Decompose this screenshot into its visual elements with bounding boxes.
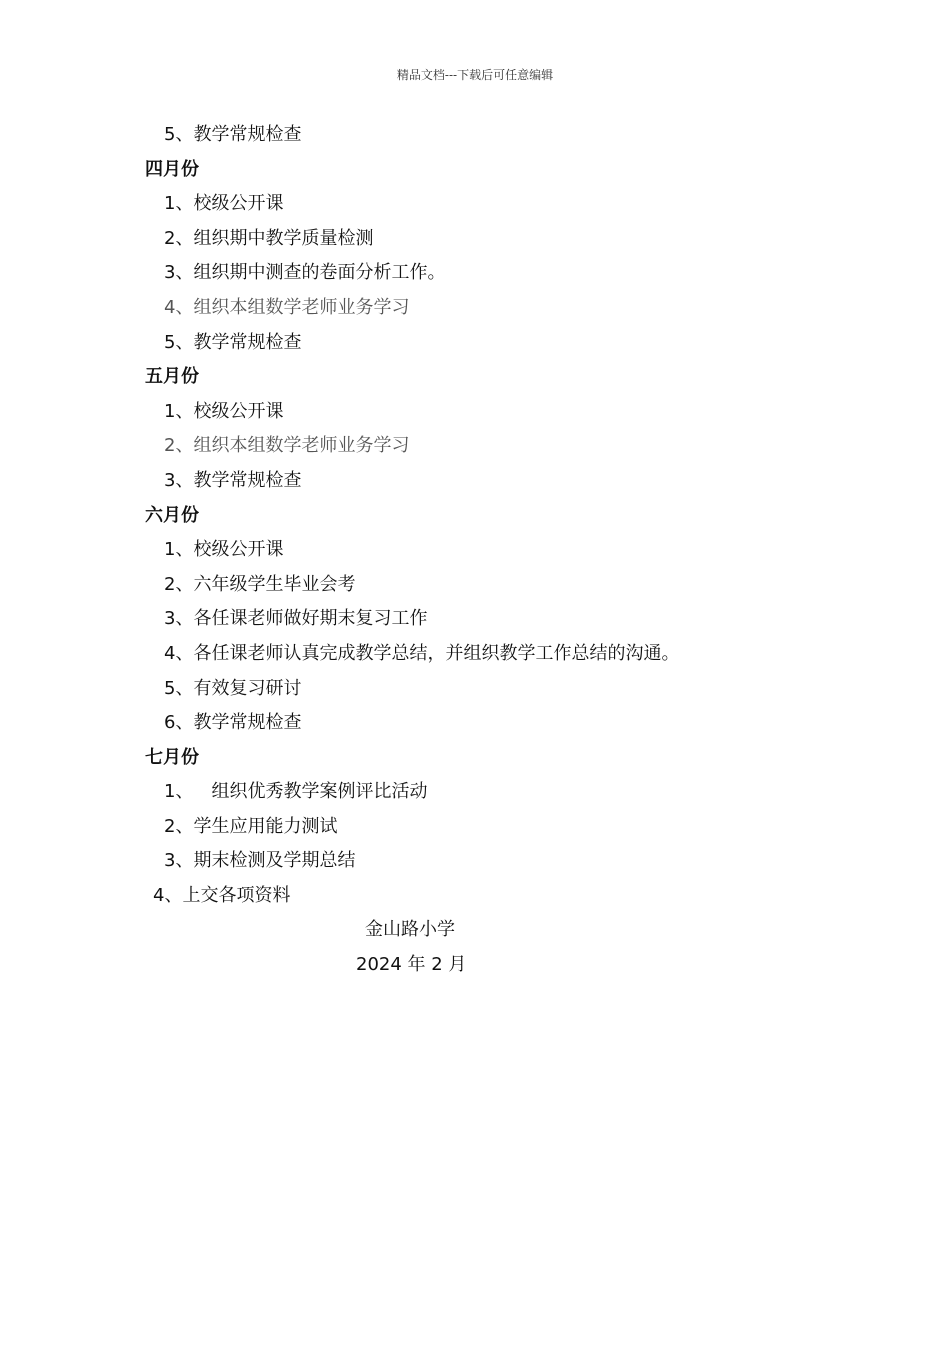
list-item: [145, 395, 845, 430]
list-item-text: 教学常规检查: [193, 331, 302, 353]
list-item-text: 期末检测及学期总结: [193, 850, 356, 872]
list-item-number: 1、: [164, 400, 194, 422]
list-item: [145, 187, 845, 222]
list-item-text: 教学常规检查: [193, 469, 302, 491]
list-item-text: 学生应用能力测试: [193, 815, 338, 837]
list-item: [145, 533, 845, 568]
list-item-number: 4、: [153, 885, 183, 907]
signature-school: 金山路小学: [365, 919, 455, 940]
list-item: [145, 256, 845, 291]
list-item: [145, 222, 845, 257]
list-item-text: 有效复习研讨: [193, 677, 302, 699]
list-item-text: 六年级学生毕业会考: [193, 573, 356, 595]
list-item-number: 3、: [164, 850, 194, 872]
list-item: [145, 706, 845, 741]
list-item-number: 1、: [164, 539, 194, 561]
list-item: [145, 672, 845, 707]
list-item: [145, 879, 845, 914]
month-heading: 五月份: [145, 366, 199, 388]
list-item-text: 校级公开课: [193, 400, 284, 422]
list-item-text: 组织本组数学老师业务学习: [193, 296, 410, 318]
list-item-text: 各任课老师认真完成教学总结，并组织教学工作总结的沟通。: [193, 642, 680, 664]
signature-date: 2024 年 2 月: [356, 954, 467, 975]
list-item-number: 5、: [164, 124, 194, 145]
list-item-text: 校级公开课: [193, 193, 284, 215]
plan-content: [145, 118, 845, 914]
list-item-text: 各任课老师做好期末复习工作: [193, 608, 428, 630]
list-item: [145, 844, 845, 879]
list-item: [145, 775, 845, 810]
list-item: [145, 568, 845, 603]
list-item-number: 3、: [164, 608, 194, 630]
list-item-number: 4、: [164, 642, 194, 664]
signature-school-row: [0, 913, 950, 948]
list-item: [145, 291, 845, 326]
list-item-number: 3、: [164, 469, 194, 491]
list-item: [145, 602, 845, 637]
month-heading: 四月份: [145, 158, 199, 180]
list-item: [145, 637, 845, 672]
list-item-text: 组织优秀教学案例评比活动: [211, 781, 428, 803]
signature-date-row: [0, 948, 950, 983]
list-item-text: 教学常规检查: [193, 124, 302, 145]
list-item-number: 1、: [164, 781, 194, 803]
page-header-watermark: 精品文档---下载后可任意编辑: [396, 68, 554, 82]
list-item-number: 2、: [164, 435, 194, 457]
list-item: [145, 326, 845, 361]
list-item-text: 上交各项资料: [182, 885, 291, 907]
list-item: [145, 810, 845, 845]
list-item-number: 4、: [164, 296, 194, 318]
month-heading: 七月份: [145, 746, 199, 768]
list-item-text: 组织期中测查的卷面分析工作。: [193, 262, 446, 284]
list-item-number: 5、: [164, 677, 194, 699]
list-item-number: 2、: [164, 573, 194, 595]
list-item: [145, 118, 845, 153]
list-item-number: 2、: [164, 227, 194, 249]
list-item-text: 教学常规检查: [193, 712, 302, 734]
list-item: [145, 429, 845, 464]
list-item-text: 组织本组数学老师业务学习: [193, 435, 410, 457]
list-item: [145, 464, 845, 499]
list-item-text: 组织期中教学质量检测: [193, 227, 374, 249]
list-item-text: 校级公开课: [193, 539, 284, 561]
month-heading: 六月份: [145, 504, 199, 526]
list-item-number: 6、: [164, 712, 194, 734]
list-item-number: 3、: [164, 262, 194, 284]
list-item-number: 1、: [164, 193, 194, 215]
list-item-number: 5、: [164, 331, 194, 353]
list-item-number: 2、: [164, 815, 194, 837]
